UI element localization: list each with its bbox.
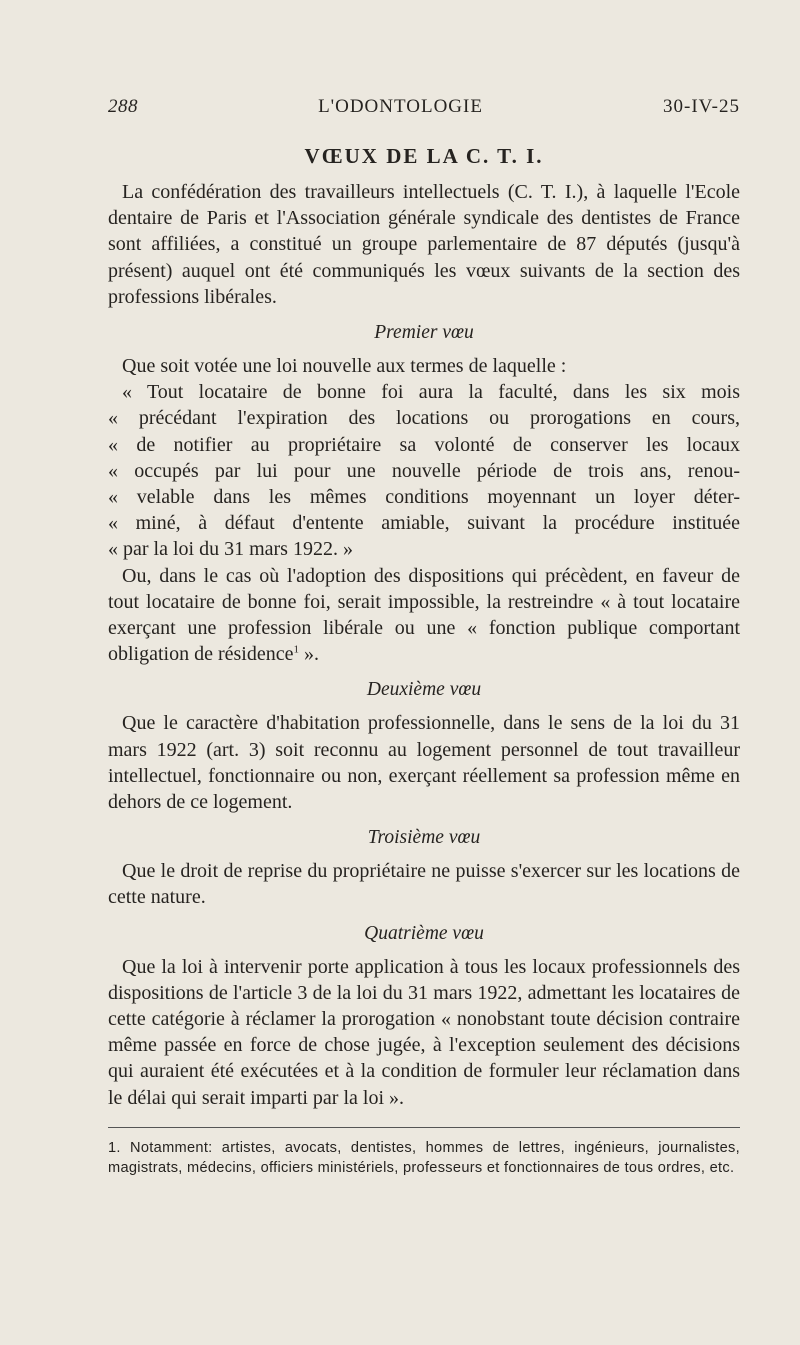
quote-line: « Tout locataire de bonne foi aura la faculté, dans les six mois bbox=[122, 381, 740, 404]
heading-deuxieme-voeu: Deuxième vœu bbox=[366, 679, 482, 701]
quote-line: « miné, à défaut d'entente amiable, suivant la procédure instituée bbox=[108, 512, 740, 535]
issue-date: 30-IV-25 bbox=[663, 96, 740, 117]
quote-line: « de notifier au propriétaire sa volonté de conserver les locaux bbox=[108, 433, 740, 456]
intro-paragraph: La confédération des travailleurs intellectuels (C. T. I.), à laquelle l'Ecole dentaire de Paris et l'Association générale syndicale des dentistes de France sont affiliées, a constitué un groupe parlementaire de 87 députés (jusqu'à présent) auquel ont été communiqués les vœux suivants de la section des professions libérales. bbox=[108, 181, 740, 308]
troisieme-voeu-text: Que le droit de reprise du propriétaire ne puisse s'exercer sur les locations de cette nature. bbox=[108, 860, 740, 909]
heading-quatrieme-voeu: Quatrième vœu bbox=[364, 922, 484, 944]
footnote-marker: 1 bbox=[293, 643, 299, 656]
footnote-divider bbox=[108, 1127, 740, 1128]
footnote: 1. Notamment: artistes, avocats, dentistes, hommes de lettres, ingénieurs, journalistes, magistrats, médecins, officiers ministériels, professeurs et fonctionnaires de tous ordres, etc. bbox=[108, 1139, 740, 1177]
heading-troisieme-voeu: Troisième vœu bbox=[367, 827, 481, 849]
quote-line: « velable dans les mêmes conditions moyennant un loyer déter- bbox=[108, 486, 740, 509]
quote-line: « occupés par lui pour une nouvelle période de trois ans, renou- bbox=[108, 459, 740, 482]
page-number: 288 bbox=[108, 96, 138, 117]
section-title: VŒUX DE LA C. T. I. bbox=[304, 144, 544, 168]
quote-line: « par la loi du 31 mars 1922. » bbox=[108, 538, 353, 561]
running-header bbox=[108, 96, 740, 126]
deuxieme-voeu-text: Que le caractère d'habitation professionnelle, dans le sens de la loi du 31 mars 1922 (art. 3) soit reconnu au logement personnel de tout travailleur intellectuel, fonctionnaire ou non, exerçant réellement sa profession même en dehors de ce logement. bbox=[108, 712, 740, 814]
journal-title: L'ODONTOLOGIE bbox=[318, 96, 483, 117]
document-page bbox=[108, 96, 740, 1179]
alternative-end: ». bbox=[299, 643, 319, 666]
quote-line: « précédant l'expiration des locations ou prorogations en cours, bbox=[108, 407, 740, 430]
heading-premier-voeu: Premier vœu bbox=[374, 322, 474, 344]
premier-voeu-alternative bbox=[108, 563, 740, 668]
premier-voeu-lead: Que soit votée une loi nouvelle aux termes de laquelle : bbox=[122, 355, 567, 378]
premier-voeu-quote bbox=[108, 379, 740, 562]
quatrieme-voeu-text: Que la loi à intervenir porte application à tous les locaux professionnels des dispositions de l'article 3 de la loi du 31 mars 1922, admettant les locataires de cette catégorie à réclamer la prorogation « nonobstant toute décision contraire même passée en force de chose jugée, à l'exception seulement des décisions qui auraient été exécutées et à la condition de formuler leur réclamation dans le délai qui serait imparti par la loi ». bbox=[108, 955, 740, 1109]
alternative-text: Ou, dans le cas où l'adoption des dispositions qui précèdent, en faveur de tout locataire de bonne foi, serait impossible, la restreindre « à tout locataire exerçant une profession libérale ou une « fonction publique comportant obligation de résidence bbox=[108, 564, 740, 666]
